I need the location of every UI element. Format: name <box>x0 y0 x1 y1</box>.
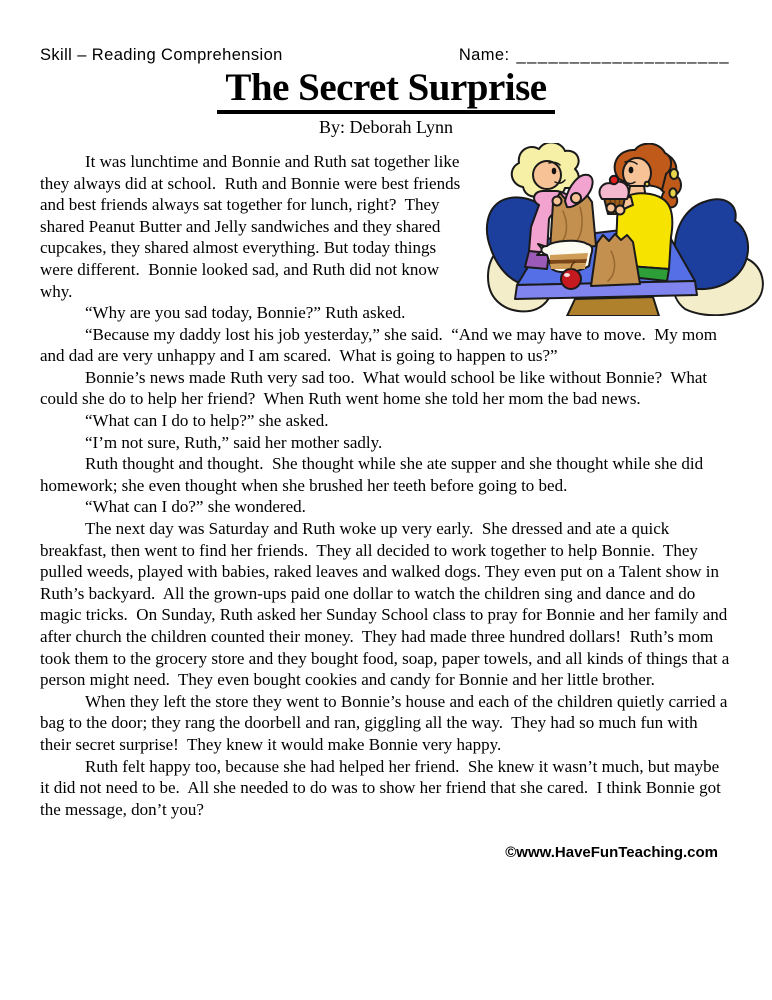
name-field <box>459 46 730 65</box>
lunch-bag-table <box>591 234 640 286</box>
passage <box>0 151 772 820</box>
footer-credit: ©www.HaveFunTeaching.com <box>505 844 718 862</box>
passage-paragraph: “What can I do?” she wondered. <box>85 497 306 517</box>
lunch-illustration <box>483 143 770 316</box>
page-title: The Secret Surprise <box>217 68 554 114</box>
header <box>0 0 772 65</box>
name-blank-line[interactable]: ____________________ <box>516 46 730 64</box>
passage-paragraph: The next day was Saturday and Ruth woke up very early. She dressed and ate a quick breakfast, then went to find her friends. They all decided to work together to help Bonnie. They pulled weeds, played with babies, raked leaves and walked dogs. They even put on a Talent show in Ruth’s backyard. All the grown-ups paid one dollar to watch the children sing and dance and do magic tricks. On Sunday, Ruth asked her Sunday School class to pray for Bonnie and her family and after church the children counted their money. They had made three hundred dollars! Ruth’s mom took them to the grocery store and they bought food, soap, paper towels, and all kinds of things that a person might need. They even bought cookies and candy for Bonnie and her little brother. <box>40 519 734 690</box>
passage-paragraph: Ruth felt happy too, because she had helped her friend. She knew it wasn’t much, but maybe it did not need to be. All she needed to do was to show her friend that she cared. I think Bonnie got the message, don’t you? <box>40 756 726 819</box>
skill-label: Skill – Reading Comprehension <box>40 46 283 64</box>
passage-paragraph: “What can I do to help?” she asked. <box>85 411 329 431</box>
passage-paragraph: It was lunchtime and Bonnie and Ruth sat together like they always did at school. Ruth and Bonnie were best friends and best friends always sat together for lunch, right? They shared Peanut Butter and Jelly sandwiches and they shared cupcakes, they shared almost everything. But today things were different. Bonnie looked sad, and Ruth did not know why. <box>40 151 465 301</box>
passage-paragraph: When they left the store they went to Bonnie’s house and each of the children quietly carried a bag to the door; they rang the doorbell and ran, giggling all the way. They had so much fun with their secret surprise! They knew it would make Bonnie very happy. <box>40 691 732 754</box>
passage-paragraph: “I’m not sure, Ruth,” said her mother sadly. <box>85 432 383 452</box>
name-label: Name: <box>458 46 510 64</box>
blonde-eye <box>552 168 557 175</box>
passage-paragraph: “Why are you sad today, Bonnie?” Ruth asked. <box>85 303 406 323</box>
lunch-illustration-svg <box>483 143 770 316</box>
right-chair <box>672 199 762 315</box>
passage-paragraph: Ruth thought and thought. She thought while she ate supper and she thought while she did homework; she even thought when she brushed her teeth before going to bed. <box>40 454 708 495</box>
redhead-eye <box>629 167 634 174</box>
passage-paragraph: “Because my daddy lost his job yesterday,” she said. “And we may have to move. My mom and dad are very unhappy and I am scared. What is going to happen to us?” <box>40 324 722 366</box>
byline: By: Deborah Lynn <box>319 116 453 137</box>
title-area <box>0 68 772 114</box>
passage-paragraph: Bonnie’s news made Ruth very sad too. What would school be like without Bonnie? What could she do to help her friend? When Ruth went home she told her mom the bad news. <box>40 367 712 409</box>
